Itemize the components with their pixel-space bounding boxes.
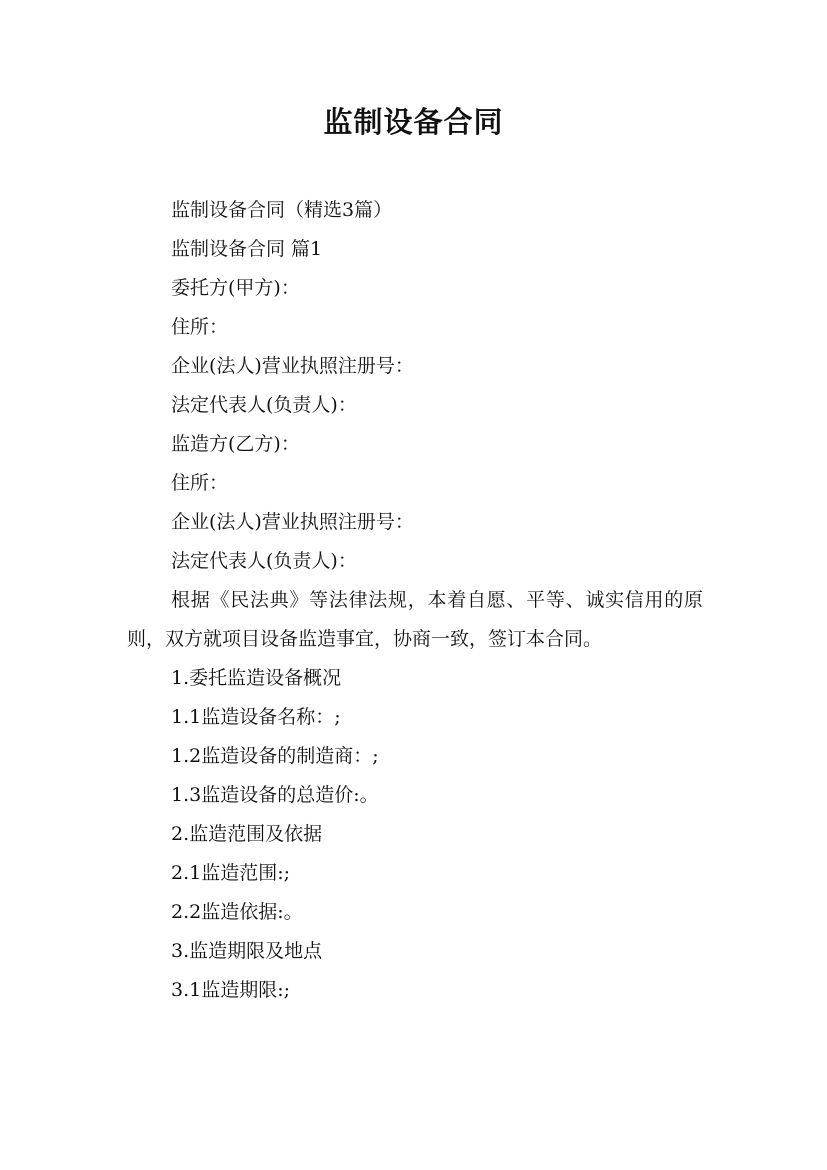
- paragraph-section-heading: 监制设备合同 篇1: [171, 238, 323, 260]
- paragraph-party-b-license: 企业(法人)营业执照注册号：: [171, 511, 414, 533]
- paragraph-intro: 监制设备合同（精选3篇）: [171, 199, 393, 221]
- paragraph-party-b: 监造方(乙方)：: [171, 433, 300, 455]
- paragraph-clause-1-2: 1.2监造设备的制造商：;: [171, 745, 379, 767]
- paragraph-clause-2-2: 2.2监造依据:。: [171, 901, 303, 923]
- paragraph-party-a-address: 住所：: [171, 316, 229, 338]
- paragraph-clause-1-1: 1.1监造设备名称：;: [171, 706, 341, 728]
- paragraph-party-b-representative: 法定代表人(负责人)：: [171, 550, 357, 572]
- paragraph-party-b-address: 住所：: [171, 472, 229, 494]
- document-body: [127, 191, 703, 1010]
- paragraph-party-a-license: 企业(法人)营业执照注册号：: [171, 355, 414, 377]
- paragraph-clause-2-1: 2.1监造范围:;: [171, 862, 291, 884]
- paragraph-clause-1-3: 1.3监造设备的总造价:。: [171, 784, 379, 806]
- paragraph-clause-3-1: 3.1监造期限:;: [171, 979, 291, 1001]
- paragraph-clause-3: 3.监造期限及地点: [171, 940, 323, 962]
- paragraph-party-a: 委托方(甲方)：: [171, 277, 300, 299]
- paragraph-clause-1: 1.委托监造设备概况: [171, 667, 342, 689]
- document-title: 监制设备合同: [323, 105, 504, 139]
- paragraph-preamble: 根据《民法典》等法律法规，本着自愿、平等、诚实信用的原则，双方就项目设备监造事宜，协商一致，签订本合同。: [127, 589, 703, 650]
- paragraph-clause-2: 2.监造范围及依据: [171, 823, 323, 845]
- paragraph-party-a-representative: 法定代表人(负责人)：: [171, 394, 357, 416]
